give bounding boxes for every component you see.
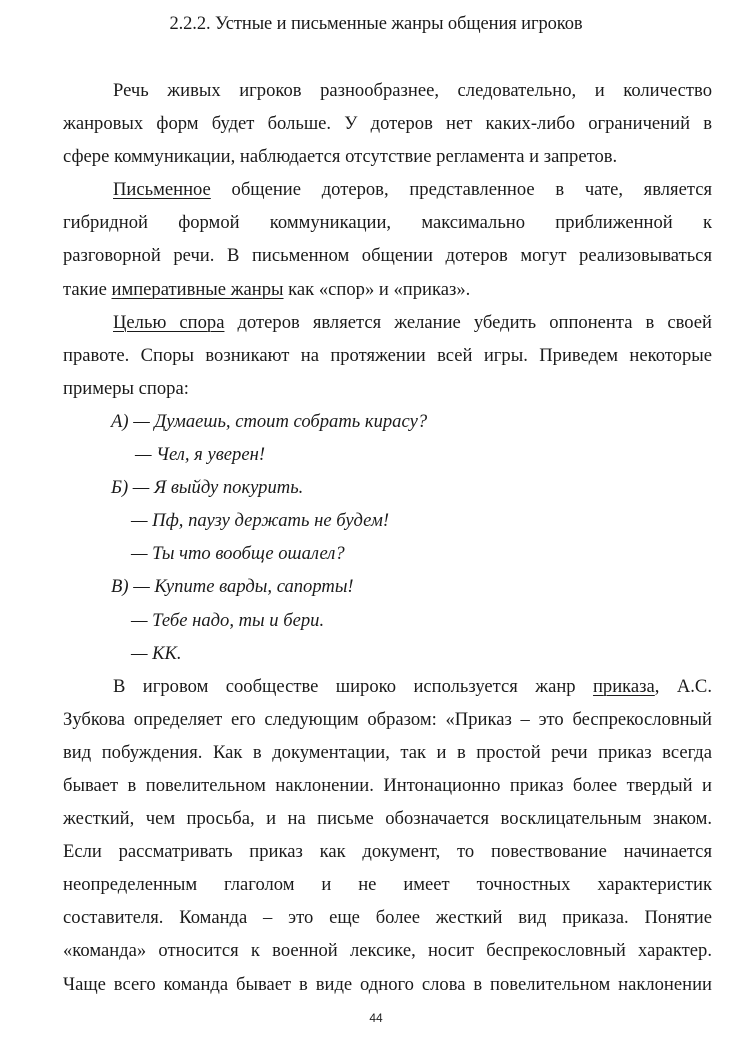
- text-line: «команда» относится к военной лексике, носит беспрекословный характер.: [63, 940, 712, 962]
- example-line: Б) — Я выйду покурить.: [111, 477, 304, 499]
- text-span: В игровом сообществе широко используется жанр: [113, 675, 593, 697]
- dialogue-examples: [63, 405, 712, 670]
- page-number: 44: [369, 1011, 383, 1025]
- text-line: примеры спора:: [63, 377, 189, 399]
- text-line: [63, 173, 712, 206]
- text-span: как «спор» и «приказ».: [283, 278, 471, 300]
- text-line: Если рассматривать приказ как документ, то повествование начинается: [63, 841, 712, 863]
- text-line: разговорной речи. В письменном общении дотеров могут реализовываться: [63, 245, 712, 267]
- text-span: дотеров является желание убедить оппонента в своей: [224, 311, 712, 333]
- paragraph-1: [63, 74, 712, 173]
- text-line: жесткий, чем просьба, и на письме обозначается восклицательным знаком.: [63, 808, 712, 830]
- text-span: , А.С.: [654, 675, 712, 697]
- text-line: гибридной формой коммуникации, максимально приближенной к: [63, 212, 712, 234]
- example-line: — Чел, я уверен!: [135, 444, 266, 466]
- text-line: [63, 670, 712, 703]
- text-span: такие: [63, 278, 112, 300]
- document-body: [63, 74, 712, 1001]
- text-line: [63, 306, 712, 339]
- underlined-term: приказа: [592, 675, 655, 697]
- underlined-term: Письменное: [113, 179, 211, 201]
- text-line: жанровых форм будет больше. У дотеров нет каких-либо ограничений в: [63, 113, 712, 135]
- text-line: правоте. Споры возникают на протяжении всей игры. Приведем некоторые: [63, 344, 712, 366]
- example-line: — Ты что вообще ошалел?: [131, 543, 345, 565]
- example-line: В) — Купите варды, сапорты!: [111, 576, 354, 598]
- text-line: неопределенным глаголом и не имеет точностных характеристик: [63, 874, 712, 896]
- text-span: общение дотеров, представленное в чате, является: [210, 179, 712, 201]
- text-line: вид побуждения. Как в документации, так и в простой речи приказ всегда: [63, 741, 712, 763]
- example-line: — Пф, паузу держать не будем!: [131, 510, 390, 532]
- paragraph-4: [63, 670, 712, 1001]
- text-line: [63, 273, 712, 306]
- text-line: Зубкова определяет его следующим образом: «Приказ – это беспрекословный: [63, 708, 712, 730]
- text-line: составителя. Команда – это еще более жесткий вид приказа. Понятие: [63, 907, 712, 929]
- underlined-term: Целью спора: [113, 311, 225, 333]
- paragraph-2: [63, 173, 712, 305]
- example-line: А) — Думаешь, стоит собрать кирасу?: [111, 410, 428, 432]
- section-heading: 2.2.2. Устные и письменные жанры общения игроков: [169, 14, 583, 34]
- text-line: бывает в повелительном наклонении. Интонационно приказ более твердый и: [63, 774, 712, 796]
- text-line: Чаще всего команда бывает в виде одного слова в повелительном наклонении: [63, 973, 712, 995]
- paragraph-3: [63, 306, 712, 405]
- example-line: — Тебе надо, ты и бери.: [131, 609, 325, 631]
- underlined-term: императивные жанры: [111, 278, 284, 300]
- text-line: сфере коммуникации, наблюдается отсутствие регламента и запретов.: [63, 146, 618, 168]
- text-line: Речь живых игроков разнообразнее, следовательно, и количество: [113, 80, 712, 101]
- example-line: — КК.: [131, 642, 182, 664]
